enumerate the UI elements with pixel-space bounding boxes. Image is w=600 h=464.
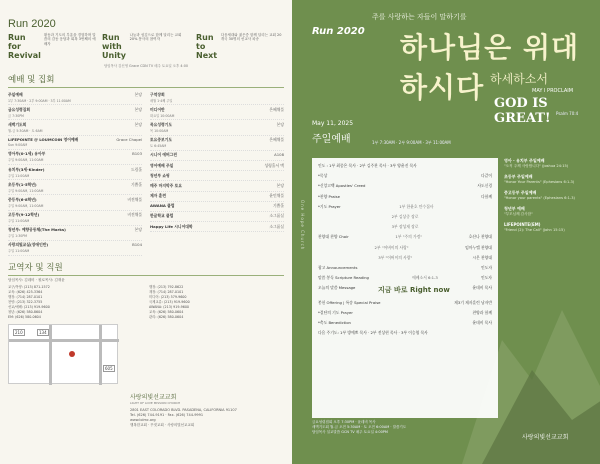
sidebar-title: 영아 · 유치부 주일예배 [504,158,545,163]
service-row [8,226,142,241]
order-item [318,297,492,307]
order-item-detail: 1부 한윤호 안수집사 [399,203,434,209]
order-item [318,171,492,181]
service-room: 본당 [276,182,284,188]
staff-entry: 행정: (714) 287-0101 [8,295,43,300]
service-row [8,136,142,150]
service-room: 드림홀 [130,166,142,172]
order-item-leader: 인도자 [480,275,492,281]
order-item-label: 오늘의 말씀 Message [318,285,356,291]
service-row [8,241,142,256]
service-room: 기쁨홀 [272,203,284,209]
run-logo: Run 2020 [312,26,365,37]
hero-title: 하나님은 위대하시다 [400,31,580,104]
sidebar-title: 청년부 예배 [504,206,525,211]
service-info [8,242,48,253]
service-name: 청년부: 예향공동체(The Marks) [8,227,66,233]
service-name: 시니어 에버그린 [150,152,177,158]
church-name-right: 사랑의빛선교교회 [522,434,569,441]
service-room: 성령홀서 맥 [264,162,284,168]
service-row [150,136,284,151]
staff-entry: 행정: (213) 792-8622 [149,285,184,290]
staff-entry: EM: (626) 580-0604 [8,315,41,320]
order-item-label: *축도 Benediction [318,319,351,325]
order-item-detail: 3부 장성재 장로 [391,224,419,230]
service-room: 비전채플 [127,212,142,218]
church-logo: 사랑의빛선교교회 LIGHT OF LOVE MISSION CHURCH [130,394,181,405]
service-name: 영어예배 주일 [150,162,174,168]
order-item-detail: 지금 바로 Right now [378,286,450,295]
english-line-1: MAY I PROCLAIM [532,88,574,94]
order-item [318,318,492,328]
order-item [318,308,492,318]
location-map [8,324,118,384]
service-row [150,181,284,191]
service-name: 구역장회 [150,91,165,97]
order-item [318,243,492,253]
run-goal-revival: Run for Revival 황동과 기도의 부흥을 경험하며 말씀의 감동 응답과 회복 3번째의 예배자 [8,33,96,60]
service-room: 은혜채플 [269,106,284,112]
order-item-label: 광고 Announcements [318,264,358,270]
map-road-134 [49,325,52,385]
service-name: 유치부(3세-Kinder) [8,166,45,172]
service-info [150,224,193,230]
run-title: Run 2020 [8,18,56,30]
service-time: 매월 1·4째 주일 [150,98,173,103]
map-road-605 [99,325,102,385]
order-item-detail: 1부 "주의 가정" [395,234,423,240]
sidebar-text: "Honor your parents" (Ephesians 6:1-3) [504,196,575,200]
service-info [8,92,71,103]
order-item [318,263,492,273]
services-right [150,90,284,256]
service-row [8,120,142,135]
order-item [318,212,492,222]
service-name: 목요성령기도 [150,121,173,127]
service-row [8,211,142,226]
sidebar-messages [504,158,596,238]
sidebar-block [504,222,596,233]
service-name: 초등부(1-5학년) [8,181,37,187]
bulletin-footer: 금요성령집회 오후 7:30PM · 윤데비 목사 새벽기도회 월-금 오전 5:30AM · 토 오전 6:00AM · 말씀기도 담임목사 설교말씀 GCN TV 매주 토요일 4:00PM [312,420,407,434]
service-info [8,182,43,193]
service-room: 은혜채플 [269,137,284,143]
service-room: 윤민채플 [269,193,284,199]
service-name: 한글학교 클럽 [150,213,174,219]
service-info [150,122,172,133]
service-time: 주일 9:00AM, 11:00AM [8,158,44,163]
service-time: 주일 1:30PM [8,234,28,239]
service-name: LIFEPOINTE @ LOUMCOIN 영어예배 [8,137,79,143]
staff-heading: 교역자 및 직원 [8,261,284,276]
service-name: AWANA 클럽 [150,203,175,209]
service-name: 영아부(0-1세) 유아부 [8,151,46,157]
order-item-label: 다음 주기도: 1부 방예쁘 목사 · 2부 전상현 목사 · 3부 이승엽 목사 [318,330,428,336]
service-row [150,161,284,171]
order-item-detail: 2부 김상중 장로 [391,214,419,220]
service-row [150,212,284,222]
service-info [150,213,173,219]
service-name: 주일예배 [8,91,23,97]
staff-head: 담임목사: 김데비 · 원로목사: 김재윤 [8,278,65,283]
service-time: 주일 9:00AM, 11:00AM [8,188,44,193]
service-time: 목 10:00AM [150,128,169,133]
service-name: 새벽기도회 [8,121,27,127]
service-time: Sun 9:00AM [8,143,28,148]
sidebar-block [504,158,596,169]
sidebar-title: 초등부 주일예배 [504,174,533,179]
service-room: 비전채플 [127,196,142,202]
order-item-leader: 인도자 [480,264,492,270]
service-name: 고등부(9-12학년) [8,212,40,218]
service-info [150,193,166,199]
service-info [8,151,45,162]
left-panel [0,0,292,464]
service-time: 주일 11:00AM [8,219,30,224]
order-item-leader: 윤데비 목사 [472,285,492,291]
scripture-ref: Psalm 70:4 [556,111,579,116]
vertical-text: One Hope Church [300,200,305,251]
order-item-leader: 시온 찬양대 [472,254,492,260]
order-item-label: 말씀 봉독 Scripture Reading [318,275,369,281]
service-info [150,183,182,189]
run-goals [8,33,284,60]
service-room: 소그룹실 [269,223,284,229]
sidebar-block [504,206,596,217]
sidebar-block [504,190,596,201]
sidebar-block [504,174,596,185]
service-room: 본당 [134,227,142,233]
services-left [8,90,142,256]
service-info [8,137,78,147]
order-item-label: *찬양 Praise [318,193,340,199]
order-item-leader: 윤데비 목사 [472,319,492,325]
order-item-label: 봉헌 Offering | 특송 Special Praise [318,299,381,305]
order-item [318,192,492,202]
services-table [8,90,284,256]
service-name: 제자 훈련 [150,193,166,199]
order-item-leader: 사도신경 [477,183,492,189]
sidebar-text: "부모님께 감사함" [504,212,533,216]
service-row [150,171,284,181]
staff-entry: 교구/목양: (213) 871-1572 [8,285,50,290]
service-row [150,105,284,120]
service-info [150,137,172,148]
service-info [8,122,43,133]
service-time: 1부 7:30AM · 2부 9:00AM · 3부 11:00AM [8,98,71,103]
church-address: 2801 EAST COLORADO BLVD. PASADENA, CALIFORNIA 91107 Tel. (626) 744-9191 · Fax. (626) 744-9991 www.lolmc.org 행복한교회 · 꾸짓교회 · 사랑의빛선교교회 [130,408,237,427]
run-goal-unity: Run with Unity 나눔과 섬김으로 함께 달리는 교회 20% 봉사의 참여자 [102,33,182,60]
order-item [318,328,492,338]
staff-entry: 찬양: (213) 322-3755 [8,300,43,305]
service-name: 청년부 쇼핑 [150,172,170,178]
staff-entry: 선교/예배: (213) 919-9600 [8,305,50,310]
staff-entry: AWANA: (213) 919-9600 [149,305,190,310]
order-item [318,181,492,191]
order-item-leader: 임마누엘 찬양대 [465,244,492,250]
service-row [8,180,142,195]
service-row [150,120,284,135]
service-time: 주일 11:00AM [8,249,30,254]
service-info [150,107,174,118]
order-item [318,283,492,297]
service-room: 본당 [134,91,142,97]
order-item-leader: 호산나 찬양대 [468,234,492,240]
service-room: 본당 [134,121,142,127]
service-info [150,152,177,158]
order-item [318,161,492,171]
service-info [150,173,170,179]
service-info [8,227,66,238]
service-room: 본당 [134,106,142,112]
church-location-marker [69,351,75,357]
service-name: Happy Life 시니어대학 [150,223,193,229]
map-label-605: 605 [105,366,113,372]
staff-entry: 교육: (626) 425-3364 [8,290,43,295]
service-name: 중등부(6-8학년) [8,196,37,202]
staff-entry: 교육: (626) 580-0604 [149,310,184,315]
service-info [8,167,44,178]
service-row [150,222,284,232]
service-time: 주일 11:00AM [8,173,30,178]
order-item-label: *결단의 기도 Prayer [318,309,353,315]
order-item-leader: 찬양과 함께 [472,309,492,315]
order-item-detail: 3부 "어버이의 사랑" [378,254,413,260]
service-time: 금 7:30PM [8,113,24,118]
service-room: 본당 [276,121,284,127]
order-item [318,202,492,212]
map-road-210 [9,339,119,342]
order-item-label: *신앙고백 Apostles' Creed [318,183,366,189]
worship-title: 주일예배 [312,134,351,145]
staff-entry: 관리: (626) 580-0604 [149,315,184,320]
order-item [318,253,492,263]
staff-entry: 국제교류: (213) 919-9600 [149,300,190,305]
service-row [8,165,142,180]
service-date: May 11, 2025 [312,120,354,127]
right-panel [292,0,600,464]
order-item-leader: 다같이 [480,173,492,179]
service-info [150,92,173,103]
order-item-leader: 제3기 제자훈련 남자반 [454,299,492,305]
service-time: 월-금 5:30AM · 토 6AM [8,128,43,133]
service-room: B103 [132,151,142,157]
service-info [150,163,173,169]
service-row [150,151,284,161]
order-item [318,273,492,283]
sidebar-text: "Honor Your Parents" (Ephesians 6:1-3) [504,180,575,184]
english-line-2: GOD IS GREAT! [494,96,551,126]
order-item-detail: 2부 "어버이의 사랑" [374,244,409,250]
service-row [8,90,142,105]
service-row [8,195,142,210]
staff-list [8,285,284,320]
service-room: Grace Chapel [116,137,142,143]
run-goal-next: Run to Next 다음세대와 젊은층 함께 달리는 교회 20개국 30명의 선교사 파송 [196,33,282,60]
map-label-210: 210 [15,330,23,336]
order-item-label: 찬양대 찬양 Choir [318,234,349,240]
sidebar-title: LIFEPOINTE(EM) [504,222,541,227]
service-row [8,105,142,120]
service-info [150,203,175,209]
services-heading: 예배 및 집회 [8,73,284,88]
service-room: 기쁨홀 [130,181,142,187]
sidebar-text: "오직 주께 사랑합니다" (Joshua 24:15) [504,164,569,168]
service-room: B104 [132,242,142,248]
staff-entry: 재정: (714) 287-0101 [149,290,184,295]
service-name: 미디어반 [150,106,165,112]
order-item-label: 인도 : 1부 최종은 목사 · 2부 김주찬 목사 · 3부 양윤진 목사 [318,163,417,169]
service-row [150,202,284,212]
pastor-broadcast: 담임목사 김신영 Grace CDN TV 매주 토요일 오후 4:00 [103,64,189,68]
sidebar-title: 중고등부 주일예배 [504,190,537,195]
hero-subtitle: 주를 사랑하는 자들이 말하기를 [372,13,467,21]
service-info [8,197,43,208]
service-time: 주일 9:00AM, 11:00AM [8,203,44,208]
order-item-label: *묵상 [318,173,328,179]
order-item [318,232,492,242]
service-time: 토 6:45AM [150,144,167,149]
order-item-label: *기도 Prayer [318,203,341,209]
sidebar-text: "Friend (2): The Call" (John 15:15) [504,228,565,232]
service-info [8,212,39,223]
service-name: 토요중보기도 [150,137,173,143]
service-room: 소그룹실 [269,213,284,219]
order-item-leader: 다함께 [480,193,492,199]
order-item [318,222,492,232]
service-room: A108 [274,152,284,158]
service-name: 매주 마지막주 토요 [150,182,182,188]
service-row [8,150,142,165]
order-of-worship [312,158,498,418]
map-label-134: 134 [39,330,47,336]
staff-entry: 청년: (626) 580-8604 [8,310,43,315]
order-item-detail: 에베소서 6:1-3 [412,275,438,281]
service-name: 사랑의빛교실(장애인반) [8,242,49,248]
service-info [8,107,30,118]
staff-entry: 미디어: (213) 579-9600 [149,295,187,300]
service-times: 1부 7:30AM · 2부 9:00AM · 3부 11:00AM [372,140,451,145]
service-row [150,192,284,202]
hero-title-2: 하세하소서 [490,72,548,86]
service-name: 금요성령집회 [8,106,31,112]
service-time: 화요일 10:00AM [150,113,175,118]
service-row [150,90,284,105]
